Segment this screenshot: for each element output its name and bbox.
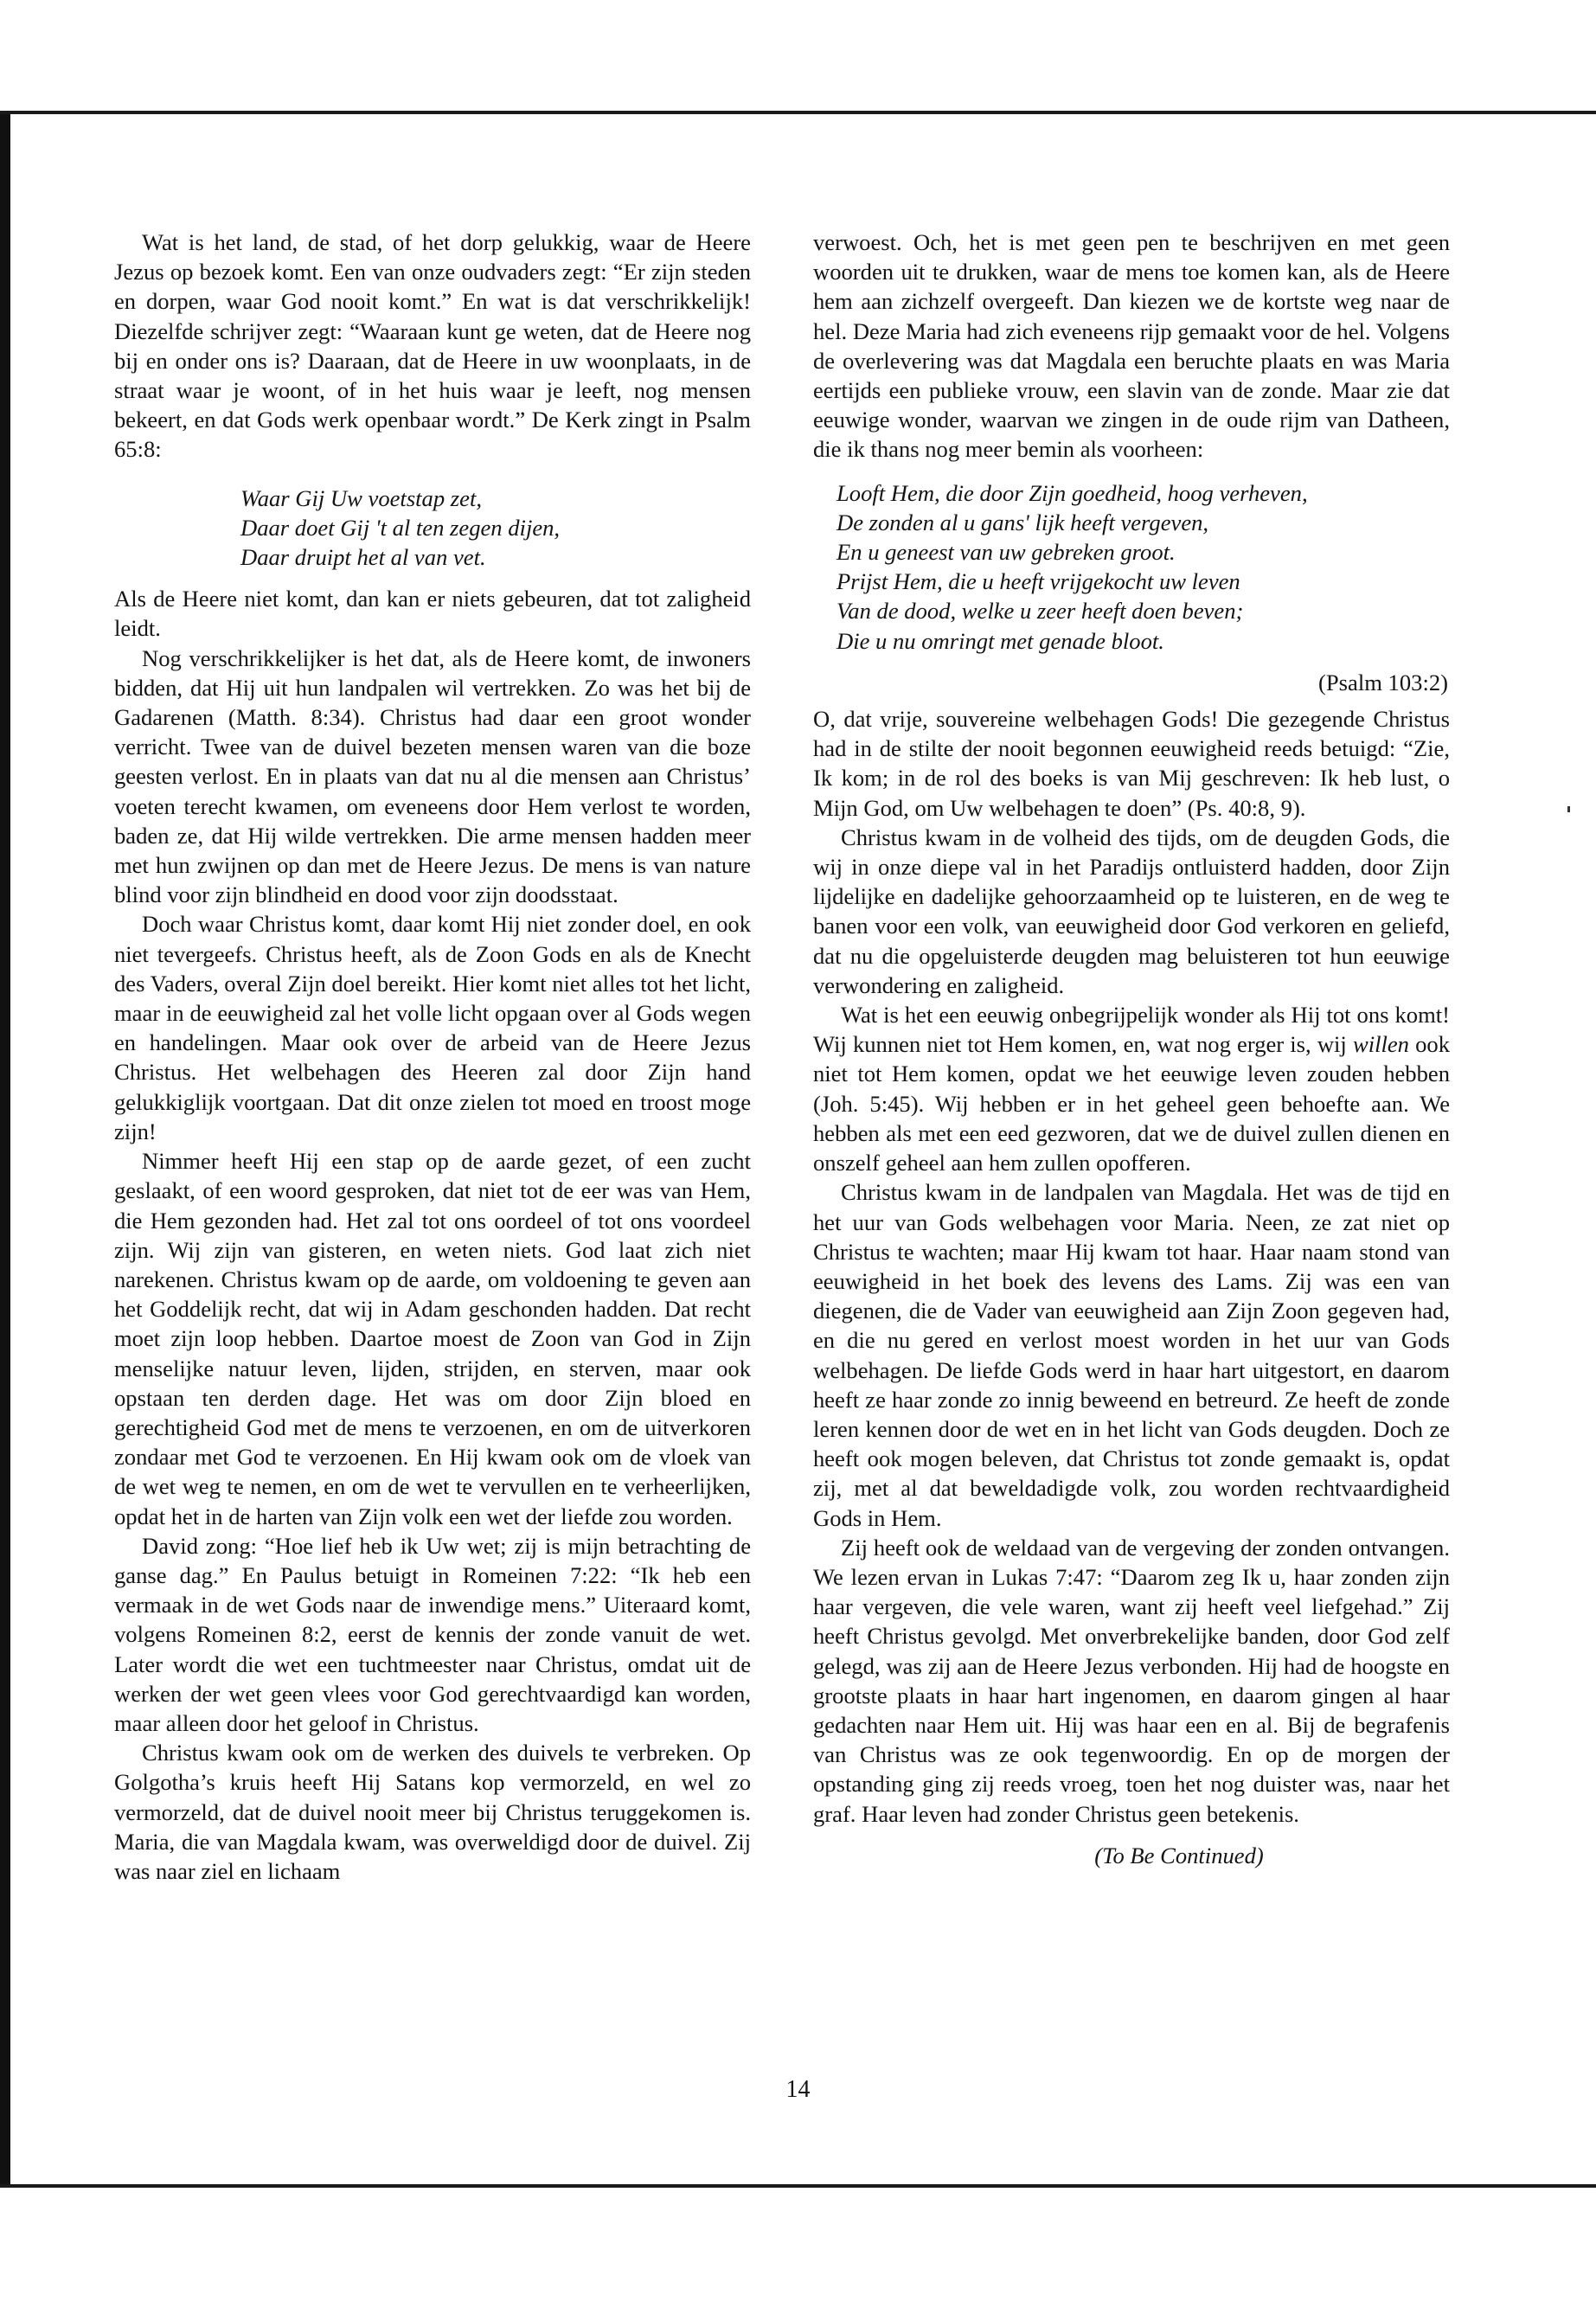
page-edge-left [0, 111, 10, 2187]
paragraph: Zij heeft ook de weldaad van de vergeving der zonden ontvangen. We lezen ervan in Lukas 7:47: “Daarom zeg Ik u, haar zonden zijn haar vergeven, die vele waren, want zij heeft veel liefgehad.” Zij heeft Christus gevolgd. Met onverbrekelijke banden, door God zelf gelegd, was zij aan de Heere Jezus verbonden. Hij had de hoogste en grootste plaats in haar hart ingenomen, en daarom gingen al haar gedachten naar Hem uit. Hij was haar een en al. Bij de begrafenis van Christus was ze ook tegenwoordig. En op de morgen der opstanding ging zij reeds vroeg, toen het nog duister was, naar het graf. Haar leven had zonder Christus geen betekenis. [813, 1534, 1450, 1827]
poem-line: Looft Hem, die door Zijn goedheid, hoog verheven, [836, 479, 1308, 506]
bottom-rule [0, 2184, 1596, 2188]
poem-line: Die u nu omringt met genade bloot. [836, 627, 1164, 654]
psalm-reference: (Psalm 103:2) [1318, 669, 1448, 695]
poem-line: Van de dood, welke u zeer heeft doen beven; [836, 598, 1244, 625]
paragraph-text: ook niet tot Hem komen, opdat we het eeuwige leven zouden hebben (Joh. 5:45). Wij hebben er in het geheel geen behoefte aan. We hebben als met een eed gezworen, dat we de duivel zullen dienen en onszelf geheel aan hem zullen opofferen. [813, 1031, 1450, 1176]
paragraph: David zong: “Hoe lief heb ik Uw wet; zij is mijn betrachting de ganse dag.” En Paulus betuigt in Romeinen 7:22: “Ik heb een vermaak in de wet Gods naar de inwendige mens.” Uiteraard komt, volgens Romeinen 8:2, eerst de kennis der zonde vanuit de wet. Later wordt die wet een tuchtmeester naar Christus, omdat uit de werken der wet geen vlees voor God gerechtvaardigd kan worden, maar alleen door het geloof in Christus. [114, 1532, 751, 1736]
page-number: 14 [785, 2076, 811, 2103]
poem-line: Prijst Hem, die u heeft vrijgekocht uw leven [836, 568, 1240, 595]
poem-line: Daar druipt het al van vet. [240, 544, 486, 571]
paragraph: verwoest. Och, het is met geen pen te beschrijven en met geen woorden uit te drukken, waar de mens toe komen kan, als de Heere hem aan zichzelf overgeeft. Dan kiezen we de kortste weg naar de hel. Deze Maria had zich eveneens rijp gemaakt voor de hel. Volgens de overlevering was dat Magdala een beruchte plaats en was Maria eertijds een publieke vrouw, een slavin van de zonde. Maar zie dat eeuwige wonder, waarvan we zingen in de oude rijm van Datheen, die ik thans nog meer bemin als voorheen: [813, 229, 1450, 463]
left-column [114, 228, 751, 1886]
emphasis-text: willen [1352, 1031, 1409, 1058]
scan-speck [1567, 806, 1570, 812]
poem-line: Daar doet Gij 't al ten zegen dijen, [240, 514, 561, 541]
paragraph: Doch waar Christus komt, daar komt Hij niet zonder doel, en ook niet tevergeefs. Christus heeft, als de Zoon Gods en als de Knecht des Vaders, overal Zijn doel bereikt. Hier komt niet alles tot het licht, maar in de eeuwigheid zal het volle licht opgaan over al Gods wegen en handelingen. Maar ook over de arbeid van de Heere Jezus Christus. Het welbehagen des Heeren zal door Zijn hand gelukkiglijk voortgaan. Dat dit onze zielen tot moed en troost moge zijn! [114, 911, 751, 1144]
psalm-quote [114, 484, 751, 573]
top-rule [0, 111, 1596, 114]
to-be-continued: (To Be Continued) [1094, 1842, 1264, 1868]
paragraph-text: Wat is het een eeuwig onbegrijpelijk wonder als Hij tot ons komt! Wij kunnen niet tot Hem komen, en, wat nog erger is, wij [813, 1002, 1450, 1058]
right-column [813, 228, 1450, 1870]
poem-line: En u geneest van uw gebreken groot. [836, 539, 1176, 566]
paragraph: Christus kwam in de landpalen van Magdala. Het was de tijd en het uur van Gods welbehagen voor Maria. Neen, ze zat niet op Christus te wachten; maar Hij kwam tot haar. Haar naam stond van eeuwigheid in het boek des levens des Lams. Zij was een van diegenen, die de Vader van eeuwigheid aan Zijn Zoon gegeven had, en die nu gered en verlost moest worden in het uur van Gods welbehagen. De liefde Gods werd in haar hart uitgestort, en daarom heeft ze haar zonde zo innig beweend en betreurd. Ze heeft de zonde leren kennen door de wet en in het licht van Gods deugden. Doch ze heeft ook mogen beleven, dat Christus tot zonde gemaakt is, opdat zij, met al dat beweldadigde volk, zou worden rechtvaardigheid Gods in Hem. [813, 1179, 1450, 1531]
poem-line: De zonden al u gans' lijk heeft vergeven, [836, 509, 1209, 535]
paragraph: O, dat vrije, souvereine welbehagen Gods! Die gezegende Christus had in de stilte der nooit begonnen eeuwigheid reeds betuigd: “Zie, Ik kom; in de rol des boeks is van Mij geschreven: Ik heb lust, o Mijn God, om Uw welbehagen te doen” (Ps. 40:8, 9). [813, 706, 1450, 821]
paragraph: Nimmer heeft Hij een stap op de aarde gezet, of een zucht geslaakt, of een woord gesproken, dat niet tot de eer was van Hem, die Hem gezonden had. Het zal tot ons oordeel of tot ons voordeel zijn. Wij zijn van gisteren, en weten niets. God laat zich niet narekenen. Christus kwam op de aarde, om voldoening te geven aan het Goddelijk recht, dat wij in Adam geschonden hadden. Dat recht moet zijn loop hebben. Daartoe moest de Zoon van God in Zijn menselijke natuur leven, lijden, strijden, en sterven, maar ook opstaan ten derden dage. Het was om door Zijn bloed en gerechtigheid God met de mens te verzoenen, en om de uitverkoren zondaar met God te verzoenen. En Hij kwam ook om de vloek van de wet weg te nemen, en om de wet te vervullen en te verheerlijken, opdat het in de harten van Zijn volk een wet der liefde zou worden. [114, 1148, 751, 1529]
paragraph: Christus kwam ook om de werken des duivels te verbreken. Op Golgotha’s kruis heeft Hij Satans kop vermorzeld, en wel zo vermorzeld, dat de duivel nooit meer bij Christus teruggekomen is. Maria, die van Magdala kwam, was overweldigd door de duivel. Zij was naar ziel en lichaam [114, 1740, 751, 1884]
paragraph: Wat is het land, de stad, of het dorp gelukkig, waar de Heere Jezus op bezoek komt. Een van onze oudvaders zegt: “Er zijn steden en dorpen, waar God nooit komt.” En wat is dat verschrikkelijk! Diezelfde schrijver zegt: “Waaraan kunt ge weten, dat de Heere nog bij en onder ons is? Daaraan, dat de Heere in uw woonplaats, in de straat waar je woont, of in het huis waar je leeft, nog mensen bekeert, en dat Gods werk openbaar wordt.” De Kerk zingt in Psalm 65:8: [114, 229, 751, 463]
paragraph [813, 1000, 1450, 1177]
datheen-psalm-quote [813, 478, 1450, 656]
paragraph: Christus kwam in de volheid des tijds, om de deugden Gods, die wij in onze diepe val in het Paradijs ontluisterd hadden, door Zijn lijdelijke en dadelijke gehoorzaamheid op te luisteren, en de weg te banen voor een volk, van eeuwigheid door God verkoren en geliefd, dat nu die opgeluisterde deugden mag beluisteren tot hun eeuwige verwondering en zaligheid. [813, 824, 1450, 998]
paragraph: Als de Heere niet komt, dan kan er niets gebeuren, dat tot zaligheid leidt. [114, 586, 751, 642]
poem-line: Waar Gij Uw voetstap zet, [240, 484, 482, 511]
paragraph: Nog verschrikkelijker is het dat, als de Heere komt, de inwoners bidden, dat Hij uit hun landpalen wil vertrekken. Zo was het bij de Gadarenen (Matth. 8:34). Christus had daar een groot wonder verricht. Twee van de duivel bezeten mensen waren van die boze geesten verlost. En in plaats van dat nu al die mensen aan Christus’ voeten terecht kwamen, om eveneens door Hem verlost te worden, baden ze, dat Hij wilde vertrekken. Die arme mensen hadden meer met hun zwijnen op dan met de Heere Jezus. De mens is van nature blind voor zijn blindheid en dood voor zijn doodsstaat. [114, 644, 751, 908]
